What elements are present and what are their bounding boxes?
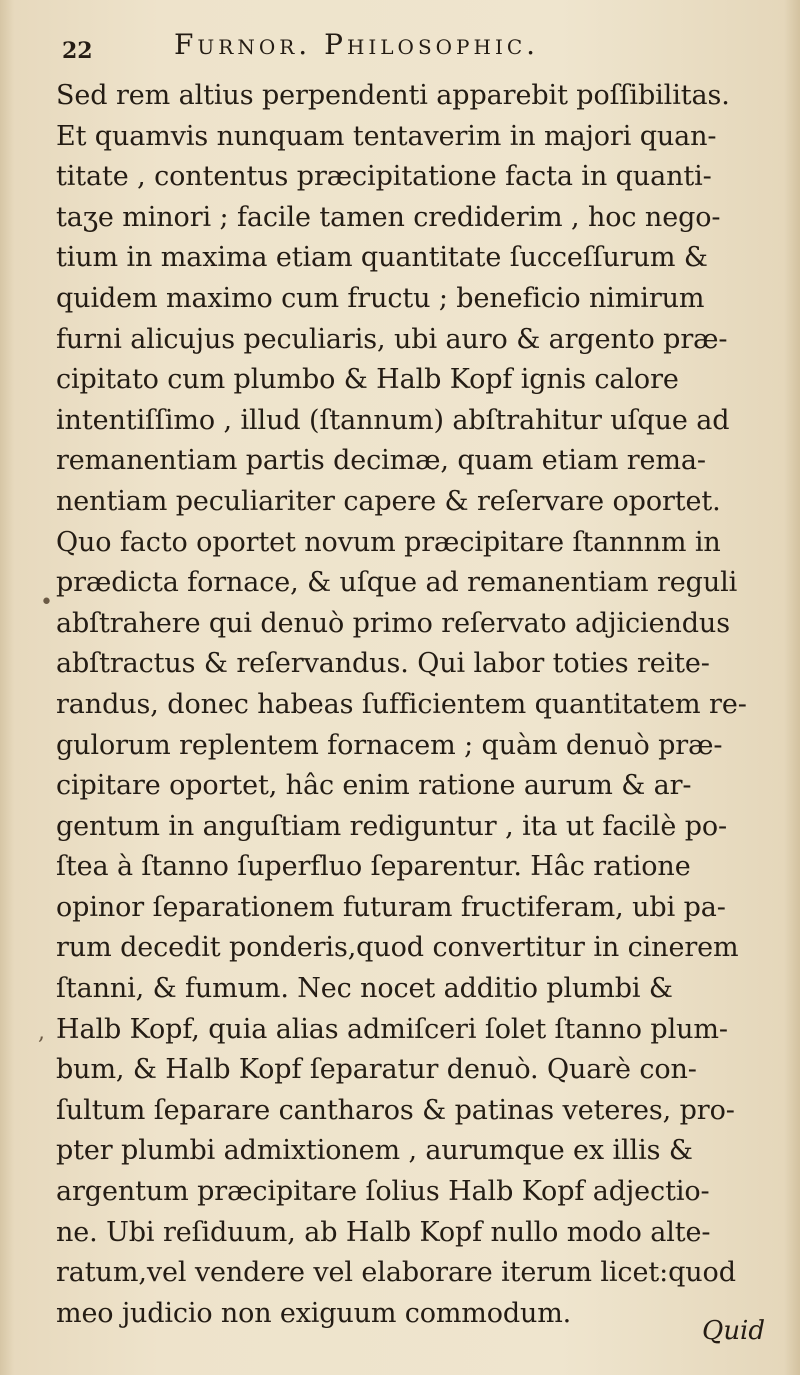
text-line: cipitare oportet, hâc enim ratione aurum & ar- <box>56 770 692 802</box>
text-body <box>56 76 781 1334</box>
catchword: Quid <box>702 1316 766 1346</box>
running-head: Furnor. Philosophic. <box>174 28 540 61</box>
text-line: Quo facto oportet novum præcipitare ſtannnm in <box>56 526 721 558</box>
margin-mark: • <box>40 590 53 615</box>
text-line: pter plumbi admixtionem , aurumque ex illis & <box>56 1135 693 1167</box>
text-line: ſtanni, & fumum. Nec nocet additio plumbi & <box>56 973 673 1005</box>
page-edge-shadow-left <box>0 0 14 1375</box>
text-line: furni alicujus peculiaris, ubi auro & argento præ- <box>56 323 728 355</box>
text-line: rum decedit ponderis,quod convertitur in cinerem <box>56 932 739 964</box>
text-line: bum, & Halb Kopf ſeparatur denuò. Quarè con- <box>56 1054 697 1086</box>
page-header <box>62 28 762 68</box>
text-line: quidem maximo cum fructu ; beneficio nimirum <box>56 282 705 314</box>
text-line: gulorum replentem fornacem ; quàm denuò præ- <box>56 729 723 761</box>
text-line: opinor ſeparationem futuram fructiferam, ubi pa- <box>56 891 726 923</box>
text-line: intentiſſimo , illud (ſtannum) abſtrahitur uſque ad <box>56 404 730 436</box>
text-line: ſtea à ſtanno ſuperfluo ſeparentur. Hâc ratione <box>56 851 691 883</box>
page-edge-shadow-right <box>784 0 800 1375</box>
text-line: cipitato cum plumbo & Halb Kopf ignis calore <box>56 364 679 396</box>
text-line: argentum præcipitare ſolius Halb Kopf adjectio- <box>56 1176 710 1208</box>
text-line: randus, donec habeas ſufficientem quantitatem re- <box>56 688 747 720</box>
text-line: abſtractus & reſervandus. Qui labor toties reite- <box>56 648 710 680</box>
text-line: Et quamvis nunquam tentaverim in majori quan- <box>56 120 717 152</box>
page-number: 22 <box>62 38 93 64</box>
text-line: tium in maxima etiam quantitate ſucceſſurum & <box>56 242 708 274</box>
text-line: prædicta fornace, & uſque ad remanentiam reguli <box>56 567 738 599</box>
text-line: meo judicio non exiguum commodum. <box>56 1297 572 1329</box>
text-line: taʒe minori ; facile tamen crediderim , hoc nego- <box>56 201 721 233</box>
text-line: titate , contentus præcipitatione facta in quanti- <box>56 161 712 193</box>
margin-mark: , <box>38 1020 45 1045</box>
text-line: ſultum ſeparare cantharos & patinas veteres, pro- <box>56 1094 735 1126</box>
text-line: abſtrahere qui denuò primo reſervato adjiciendus <box>56 607 730 639</box>
text-line: Halb Kopf, quia alias admiſceri ſolet ſtanno plum- <box>56 1013 728 1045</box>
text-line: ne. Ubi reſiduum, ab Halb Kopf nullo modo alte- <box>56 1216 711 1248</box>
text-line: ratum,vel vendere vel elaborare iterum licet:quod <box>56 1257 736 1289</box>
text-line: remanentiam partis decimæ, quam etiam rema- <box>56 445 706 477</box>
text-line: gentum in anguſtiam rediguntur , ita ut facilè po- <box>56 810 728 842</box>
text-line: nentiam peculiariter capere & reſervare oportet. <box>56 485 721 517</box>
text-line: Sed rem altius perpendenti apparebit poſſibilitas. <box>56 80 730 111</box>
